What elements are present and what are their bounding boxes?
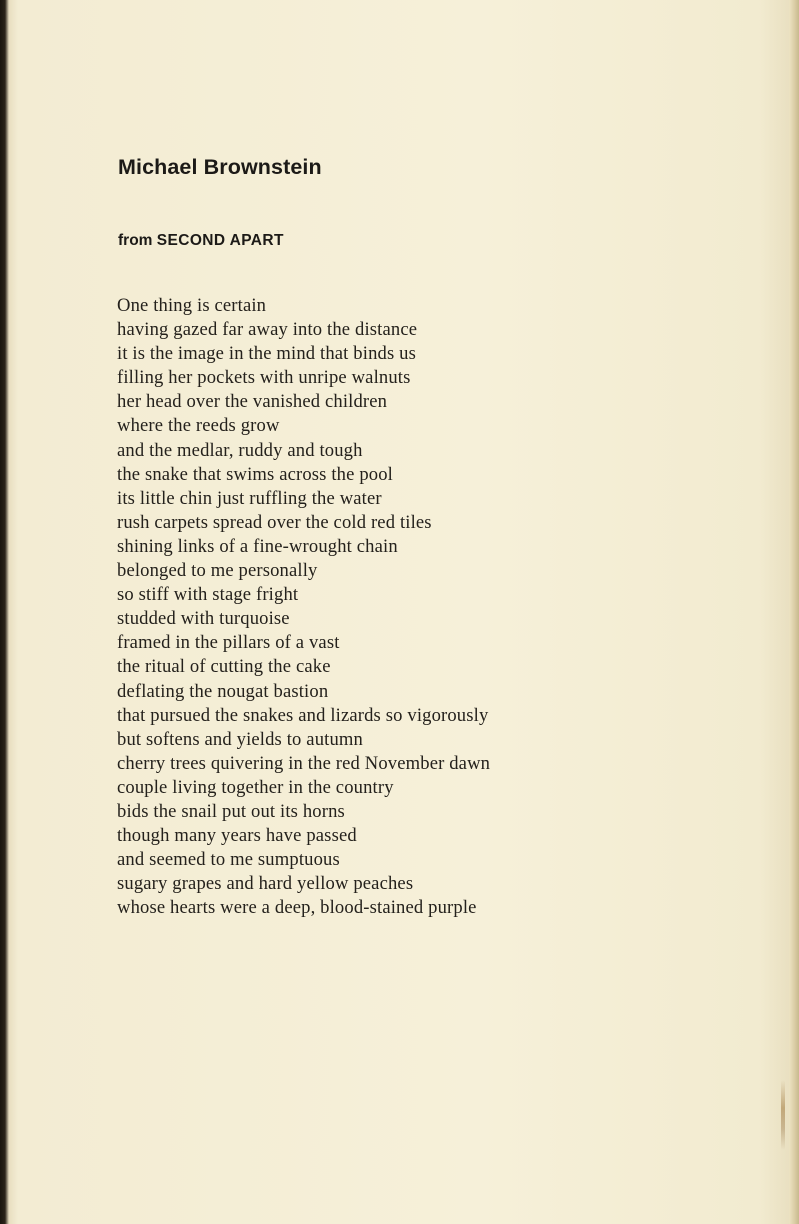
section-title: SECOND APART (156, 232, 284, 249)
poem-line: its little chin just ruffling the water (117, 487, 382, 509)
poem-text (117, 294, 490, 920)
poem-line: framed in the pillars of a vast (117, 632, 340, 654)
poem-line: belonged to me personally (117, 560, 318, 582)
poem-line: shining links of a fine-wrought chain (117, 535, 398, 557)
poem-line: cherry trees quivering in the red November dawn (117, 752, 491, 774)
poem-line: the snake that swims across the pool (117, 463, 393, 485)
poem-line: filling her pockets with unripe walnuts (117, 367, 411, 389)
poem-line: sugary grapes and hard yellow peaches (117, 873, 414, 895)
poem-line: having gazed far away into the distance (117, 319, 418, 341)
page-edge (789, 0, 799, 1224)
poem-line: deflating the nougat bastion (117, 680, 329, 702)
author-name: Michael Brownstein (118, 155, 322, 179)
poem-line: studded with turquoise (117, 608, 290, 630)
poem-line: whose hearts were a deep, blood-stained purple (117, 897, 477, 919)
poem-line: where the reeds grow (117, 415, 280, 437)
page-stain (781, 1080, 785, 1150)
poem-line: and the medlar, ruddy and tough (117, 439, 363, 461)
poem-line: couple living together in the country (117, 776, 394, 798)
poem-line: though many years have passed (117, 825, 357, 847)
section-heading (118, 232, 284, 250)
poem-line: bids the snail put out its horns (117, 800, 345, 822)
poem-line: One thing is certain (117, 295, 267, 316)
poem-line: the ritual of cutting the cake (117, 656, 331, 678)
poem-line: but softens and yields to autumn (117, 728, 363, 750)
poem-line: that pursued the snakes and lizards so vigorously (117, 704, 489, 726)
poem-line: rush carpets spread over the cold red tiles (117, 511, 432, 533)
poem-line: and seemed to me sumptuous (117, 849, 340, 871)
section-prefix: from (118, 232, 153, 249)
poem-line: so stiff with stage fright (117, 584, 299, 606)
poem-line: her head over the vanished children (117, 391, 388, 413)
poem-line: it is the image in the mind that binds us (117, 343, 416, 365)
